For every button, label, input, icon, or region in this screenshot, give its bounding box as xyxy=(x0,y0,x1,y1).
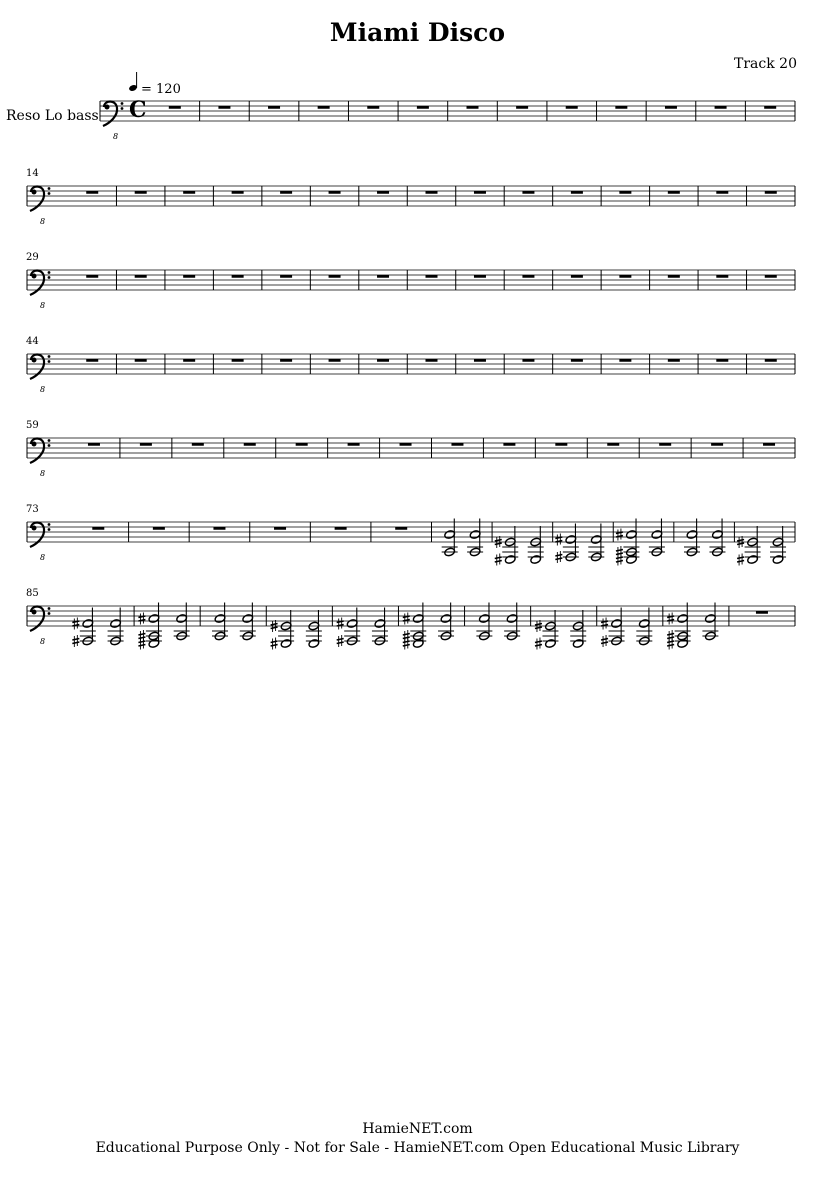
clef-octave-label: 8 xyxy=(113,132,119,141)
sharp-icon xyxy=(403,630,410,642)
measure-number: 14 xyxy=(26,168,39,179)
instrument-name: Reso Lo bass xyxy=(6,108,99,124)
whole-rest-icon xyxy=(183,191,195,194)
whole-rest-icon xyxy=(522,191,534,194)
whole-rest-icon xyxy=(86,191,98,194)
measure-number: 44 xyxy=(26,336,39,347)
whole-rest-icon xyxy=(329,191,341,194)
sharp-icon xyxy=(337,618,344,630)
clef-octave-label: 8 xyxy=(40,217,46,226)
whole-rest-icon xyxy=(619,275,631,278)
sharp-icon xyxy=(138,613,145,625)
sharp-icon xyxy=(555,534,562,546)
whole-rest-icon xyxy=(619,359,631,362)
sharp-icon xyxy=(601,635,608,647)
whole-rest-icon xyxy=(665,106,677,109)
whole-rest-icon xyxy=(183,359,195,362)
sharp-icon xyxy=(667,638,674,650)
whole-rest-icon xyxy=(329,275,341,278)
whole-rest-icon xyxy=(716,359,728,362)
whole-rest-icon xyxy=(474,359,486,362)
whole-rest-icon xyxy=(659,443,671,446)
sharp-icon xyxy=(403,613,410,625)
sharp-icon xyxy=(667,630,674,642)
measure-number: 73 xyxy=(26,504,39,515)
clef-octave-label: 8 xyxy=(40,637,46,646)
whole-rest-icon xyxy=(135,275,147,278)
whole-rest-icon xyxy=(92,527,104,530)
sharp-icon xyxy=(72,618,79,630)
whole-rest-icon xyxy=(716,275,728,278)
whole-rest-icon xyxy=(426,359,438,362)
whole-rest-icon xyxy=(280,359,292,362)
whole-rest-icon xyxy=(711,443,723,446)
footer-notice: Educational Purpose Only - Not for Sale - HamieNET.com Open Educational Music Library xyxy=(95,1140,740,1156)
whole-rest-icon xyxy=(764,106,776,109)
sharp-icon xyxy=(138,638,145,650)
whole-rest-icon xyxy=(140,443,152,446)
whole-rest-icon xyxy=(232,275,244,278)
whole-rest-icon xyxy=(763,443,775,446)
whole-rest-icon xyxy=(426,275,438,278)
whole-rest-icon xyxy=(451,443,463,446)
whole-rest-icon xyxy=(268,106,280,109)
sharp-icon xyxy=(495,554,502,566)
whole-rest-icon xyxy=(503,443,515,446)
whole-rest-icon xyxy=(765,275,777,278)
whole-rest-icon xyxy=(88,443,100,446)
whole-rest-icon xyxy=(668,191,680,194)
whole-rest-icon xyxy=(571,275,583,278)
whole-rest-icon xyxy=(213,527,225,530)
whole-rest-icon xyxy=(615,106,627,109)
whole-rest-icon xyxy=(183,275,195,278)
whole-rest-icon xyxy=(232,359,244,362)
whole-rest-icon xyxy=(668,359,680,362)
whole-rest-icon xyxy=(756,611,768,614)
sharp-icon xyxy=(535,638,542,650)
whole-rest-icon xyxy=(417,106,429,109)
whole-rest-icon xyxy=(474,191,486,194)
whole-rest-icon xyxy=(765,191,777,194)
sharp-icon xyxy=(601,618,608,630)
whole-rest-icon xyxy=(522,359,534,362)
whole-rest-icon xyxy=(516,106,528,109)
sharp-icon xyxy=(616,546,623,558)
whole-rest-icon xyxy=(668,275,680,278)
sharp-icon xyxy=(138,630,145,642)
whole-rest-icon xyxy=(192,443,204,446)
sharp-icon xyxy=(616,529,623,541)
whole-rest-icon xyxy=(571,359,583,362)
whole-rest-icon xyxy=(566,106,578,109)
sharp-icon xyxy=(72,635,79,647)
whole-rest-icon xyxy=(348,443,360,446)
sharp-icon xyxy=(403,638,410,650)
whole-rest-icon xyxy=(555,443,567,446)
time-signature: C xyxy=(129,97,147,123)
whole-rest-icon xyxy=(280,191,292,194)
whole-rest-icon xyxy=(367,106,379,109)
whole-rest-icon xyxy=(86,275,98,278)
sharp-icon xyxy=(271,638,278,650)
sharp-icon xyxy=(337,635,344,647)
measure-number: 85 xyxy=(26,588,39,599)
whole-rest-icon xyxy=(135,359,147,362)
clef-octave-label: 8 xyxy=(40,469,46,478)
whole-rest-icon xyxy=(274,527,286,530)
measure-number: 29 xyxy=(26,252,39,263)
sharp-icon xyxy=(616,554,623,566)
whole-rest-icon xyxy=(426,191,438,194)
whole-rest-icon xyxy=(474,275,486,278)
whole-rest-icon xyxy=(716,191,728,194)
whole-rest-icon xyxy=(715,106,727,109)
whole-rest-icon xyxy=(522,275,534,278)
whole-rest-icon xyxy=(571,191,583,194)
whole-rest-icon xyxy=(377,275,389,278)
score-title: Miami Disco xyxy=(329,18,506,47)
footer-site: HamieNET.com xyxy=(362,1121,473,1137)
whole-rest-icon xyxy=(607,443,619,446)
clef-octave-label: 8 xyxy=(40,385,46,394)
whole-rest-icon xyxy=(619,191,631,194)
whole-rest-icon xyxy=(169,106,181,109)
whole-rest-icon xyxy=(377,359,389,362)
whole-rest-icon xyxy=(329,359,341,362)
tempo-marking: = 120 xyxy=(141,82,181,97)
whole-rest-icon xyxy=(232,191,244,194)
whole-rest-icon xyxy=(218,106,230,109)
whole-rest-icon xyxy=(86,359,98,362)
whole-rest-icon xyxy=(395,527,407,530)
sharp-icon xyxy=(737,554,744,566)
whole-rest-icon xyxy=(135,191,147,194)
clef-octave-label: 8 xyxy=(40,301,46,310)
clef-octave-label: 8 xyxy=(40,553,46,562)
whole-rest-icon xyxy=(153,527,165,530)
whole-rest-icon xyxy=(377,191,389,194)
sharp-icon xyxy=(667,613,674,625)
whole-rest-icon xyxy=(244,443,256,446)
measure-number: 59 xyxy=(26,420,39,431)
whole-rest-icon xyxy=(765,359,777,362)
whole-rest-icon xyxy=(318,106,330,109)
whole-rest-icon xyxy=(296,443,308,446)
whole-rest-icon xyxy=(400,443,412,446)
whole-rest-icon xyxy=(335,527,347,530)
whole-rest-icon xyxy=(280,275,292,278)
score-subtitle: Track 20 xyxy=(734,56,797,72)
whole-rest-icon xyxy=(467,106,479,109)
sharp-icon xyxy=(555,551,562,563)
